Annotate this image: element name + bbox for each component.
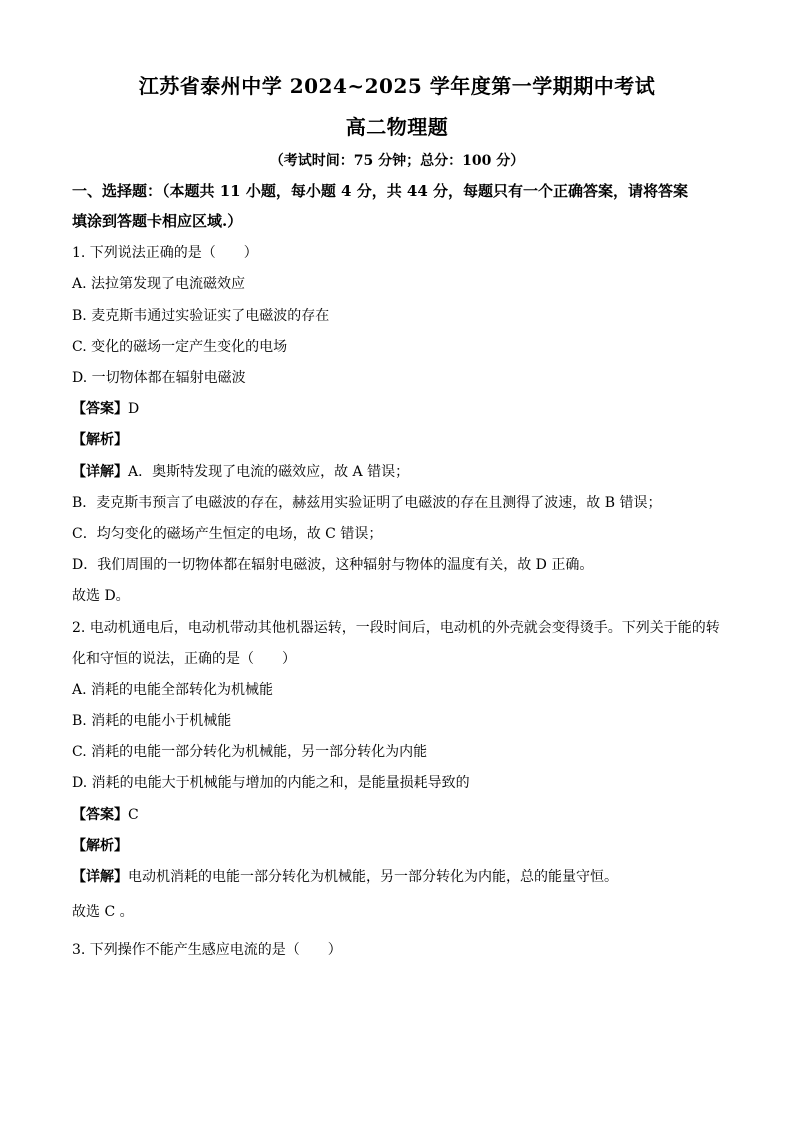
q1-detail-c: C．均匀变化的磁场产生恒定的电场，故 C 错误； [72, 526, 383, 542]
q2-option-d: D. 消耗的电能大于机械能与增加的内能之和，是能量损耗导致的 [72, 775, 470, 791]
q2-option-a: A. 消耗的电能全部转化为机械能 [72, 682, 274, 698]
q3-stem: 3. 下列操作不能产生感应电流的是（ ） [72, 942, 342, 958]
analysis-tag: 【解析】 [72, 432, 128, 448]
q1-option-c: C. 变化的磁场一定产生变化的电场 [72, 339, 288, 355]
q1-analysis-row [72, 430, 734, 450]
q2-stem-line2: 化和守恒的说法，正确的是（ ） [72, 651, 296, 667]
detail-tag: 【详解】 [72, 464, 128, 480]
detail-tag: 【详解】 [72, 869, 128, 885]
q2-conclusion: 故选 C 。 [72, 904, 134, 920]
exam-title: 江苏省泰州中学 2024~2025 学年度第一学期期中考试 [138, 74, 656, 98]
q2-answer-row [72, 805, 734, 825]
q1-answer: D [128, 401, 140, 417]
q1-stem: 1. 下列说法正确的是（ ） [72, 245, 258, 261]
q2-stem-line1: 2. 电动机通电后，电动机带动其他机器运转，一段时间后，电动机的外壳就会变得烫手。下列关于能的转 [72, 620, 720, 636]
analysis-tag: 【解析】 [72, 838, 128, 854]
q1-option-a: A. 法拉第发现了电流磁效应 [72, 276, 246, 292]
exam-info: （考试时间：75 分钟；总分：100 分） [269, 153, 525, 169]
q1-detail-d: D．我们周围的一切物体都在辐射电磁波，这种辐射与物体的温度有关，故 D 正确。 [72, 557, 594, 573]
q2-answer: C [128, 807, 139, 823]
q1-detail-row-a [72, 462, 734, 482]
q2-detail-row [72, 867, 734, 887]
exam-subject: 高二物理题 [345, 115, 449, 139]
q2-detail: 电动机消耗的电能一部分转化为机械能，另一部分转化为内能，总的能量守恒。 [128, 869, 618, 885]
q1-conclusion: 故选 D。 [72, 588, 130, 604]
q2-analysis-row [72, 836, 734, 856]
q1-detail-a: A．奥斯特发现了电流的磁效应，故 A 错误； [128, 464, 410, 480]
q1-answer-row [72, 399, 734, 419]
q2-option-b: B. 消耗的电能小于机械能 [72, 713, 232, 729]
section1-heading-line1: 一、选择题：（本题共 11 小题，每小题 4 分，共 44 分，每题只有一个正确答案，请将答案 [72, 182, 689, 200]
section1-heading-line2: 填涂到答题卡相应区域.） [72, 212, 243, 230]
q1-detail-b: B．麦克斯韦预言了电磁波的存在，赫兹用实验证明了电磁波的存在且测得了波速，故 B 错误； [72, 495, 662, 511]
q2-option-c: C. 消耗的电能一部分转化为机械能，另一部分转化为内能 [72, 744, 428, 760]
q1-option-d: D. 一切物体都在辐射电磁波 [72, 370, 246, 386]
answer-tag: 【答案】 [72, 807, 128, 823]
q1-option-b: B. 麦克斯韦通过实验证实了电磁波的存在 [72, 308, 330, 324]
answer-tag: 【答案】 [72, 401, 128, 417]
